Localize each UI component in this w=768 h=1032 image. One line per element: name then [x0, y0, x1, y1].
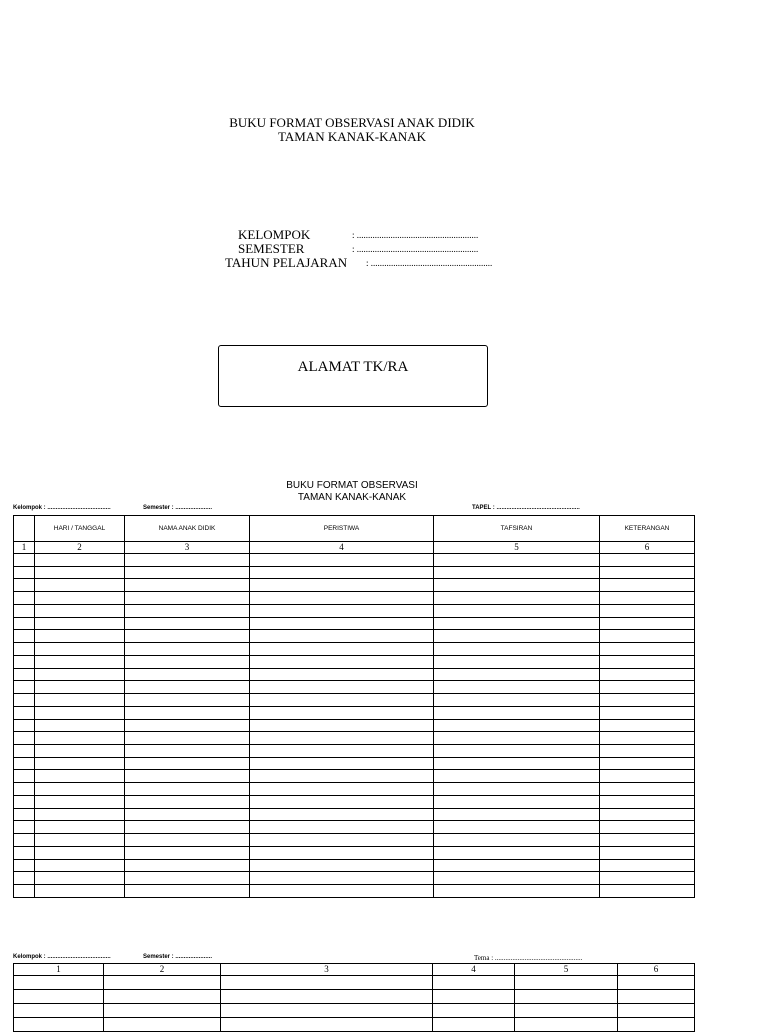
table-cell[interactable]	[14, 846, 35, 859]
table-cell[interactable]	[35, 808, 125, 821]
table-cell[interactable]	[600, 643, 695, 656]
table-cell[interactable]	[125, 566, 250, 579]
table-row	[14, 706, 695, 719]
field-semester-value: : ......................................................	[352, 244, 479, 254]
table-row	[14, 1004, 695, 1018]
table-cell[interactable]	[600, 566, 695, 579]
table-cell[interactable]	[14, 630, 35, 643]
table-cell[interactable]	[14, 770, 35, 783]
table-cell[interactable]	[35, 783, 125, 796]
table-cell[interactable]	[250, 554, 434, 567]
table-cell[interactable]	[250, 859, 434, 872]
cover-title-line2: TAMAN KANAK-KANAK	[277, 129, 427, 144]
table-cell[interactable]	[35, 554, 125, 567]
table-cell[interactable]	[125, 783, 250, 796]
table-cell[interactable]	[433, 1004, 515, 1018]
number-cell: 2	[104, 964, 221, 976]
table-cell[interactable]	[600, 681, 695, 694]
field-tahun-value: : ......................................................	[366, 258, 493, 268]
table-cell[interactable]	[618, 976, 695, 990]
table-cell[interactable]	[434, 732, 600, 745]
table-cell[interactable]	[125, 617, 250, 630]
field-semester-label: SEMESTER	[238, 241, 305, 256]
address-label: ALAMAT TK/RA	[297, 359, 409, 375]
table-cell[interactable]	[250, 834, 434, 847]
number-cell: 6	[600, 542, 695, 554]
header-row	[14, 516, 695, 542]
table-cell[interactable]	[600, 821, 695, 834]
table-cell[interactable]	[600, 719, 695, 732]
table-cell[interactable]	[14, 592, 35, 605]
table-cell[interactable]	[35, 592, 125, 605]
table-cell[interactable]	[250, 757, 434, 770]
table-cell[interactable]	[250, 885, 434, 898]
table-cell[interactable]	[600, 872, 695, 885]
table-cell[interactable]	[125, 604, 250, 617]
table-cell[interactable]	[125, 795, 250, 808]
table-cell[interactable]	[125, 846, 250, 859]
table-cell[interactable]	[125, 592, 250, 605]
table-cell[interactable]	[14, 732, 35, 745]
table-cell[interactable]	[600, 655, 695, 668]
table-cell[interactable]	[35, 885, 125, 898]
field-tahun-label: TAHUN PELAJARAN	[225, 255, 348, 270]
table-cell[interactable]	[14, 554, 35, 567]
table-cell[interactable]	[35, 872, 125, 885]
table-cell[interactable]	[434, 885, 600, 898]
table-cell[interactable]	[250, 592, 434, 605]
table-cell[interactable]	[14, 681, 35, 694]
number-cell: 1	[14, 964, 104, 976]
table-row	[14, 990, 695, 1004]
table-cell[interactable]	[125, 821, 250, 834]
form-semester: Semester : ......................	[143, 505, 213, 511]
table-cell[interactable]	[35, 694, 125, 707]
table-cell[interactable]	[250, 745, 434, 758]
table-row	[14, 783, 695, 796]
table-cell[interactable]	[35, 757, 125, 770]
table-row	[14, 681, 695, 694]
table-cell[interactable]	[35, 655, 125, 668]
table-row	[14, 808, 695, 821]
table-cell[interactable]	[35, 745, 125, 758]
table-row	[14, 694, 695, 707]
table-row	[14, 592, 695, 605]
table-cell[interactable]	[515, 1018, 618, 1032]
table-cell[interactable]	[433, 1018, 515, 1032]
number-cell: 4	[433, 964, 515, 976]
table-row	[14, 885, 695, 898]
table-cell[interactable]	[250, 706, 434, 719]
table-cell[interactable]	[600, 770, 695, 783]
table-cell[interactable]	[600, 604, 695, 617]
table-cell[interactable]	[14, 795, 35, 808]
header-cell-tafsiran: TAFSIRAN	[434, 516, 600, 542]
table-cell[interactable]	[35, 617, 125, 630]
table-cell[interactable]	[434, 719, 600, 732]
table-cell[interactable]	[35, 630, 125, 643]
table-cell[interactable]	[600, 617, 695, 630]
table-cell[interactable]	[125, 579, 250, 592]
table-cell[interactable]	[104, 976, 221, 990]
table-cell[interactable]	[14, 643, 35, 656]
table-cell[interactable]	[434, 757, 600, 770]
table-cell[interactable]	[104, 1018, 221, 1032]
table-row	[14, 668, 695, 681]
number-cell: 5	[434, 542, 600, 554]
table-row	[14, 643, 695, 656]
table-cell[interactable]	[35, 859, 125, 872]
table-cell[interactable]	[104, 1004, 221, 1018]
table-row	[14, 834, 695, 847]
number-cell: 4	[250, 542, 434, 554]
table-row	[14, 655, 695, 668]
table-cell[interactable]	[618, 1004, 695, 1018]
table-cell[interactable]	[125, 885, 250, 898]
table-cell[interactable]	[14, 976, 104, 990]
number-cell: 3	[221, 964, 433, 976]
header-cell-hari-tanggal: HARI / TANGGAL	[35, 516, 125, 542]
table-cell[interactable]	[125, 706, 250, 719]
table-row	[14, 757, 695, 770]
table-cell[interactable]	[434, 630, 600, 643]
table-cell[interactable]	[14, 808, 35, 821]
table-cell[interactable]	[14, 872, 35, 885]
table-cell[interactable]	[250, 630, 434, 643]
table-cell[interactable]	[434, 745, 600, 758]
table-cell[interactable]	[250, 795, 434, 808]
table-cell[interactable]	[433, 990, 515, 1004]
table-cell[interactable]	[434, 846, 600, 859]
form2-tema: Tema : ..................................................	[474, 954, 583, 962]
table-row	[14, 617, 695, 630]
table-row	[14, 604, 695, 617]
table-cell[interactable]	[434, 579, 600, 592]
header-cell-peristiwa: PERISTIWA	[250, 516, 434, 542]
table-row	[14, 846, 695, 859]
table-cell[interactable]	[125, 681, 250, 694]
table-cell[interactable]	[515, 1004, 618, 1018]
table-cell[interactable]	[125, 643, 250, 656]
table-cell[interactable]	[618, 990, 695, 1004]
table-cell[interactable]	[600, 795, 695, 808]
table-cell[interactable]	[434, 795, 600, 808]
table-cell[interactable]	[250, 579, 434, 592]
table-cell[interactable]	[14, 604, 35, 617]
table-cell[interactable]	[125, 770, 250, 783]
table-cell[interactable]	[35, 668, 125, 681]
table-cell[interactable]	[433, 976, 515, 990]
table-cell[interactable]	[434, 604, 600, 617]
table-cell[interactable]	[250, 770, 434, 783]
table-cell[interactable]	[250, 783, 434, 796]
table-cell[interactable]	[434, 872, 600, 885]
table-cell[interactable]	[35, 566, 125, 579]
table-cell[interactable]	[600, 808, 695, 821]
table-cell[interactable]	[600, 732, 695, 745]
table-cell[interactable]	[35, 821, 125, 834]
table-row	[14, 630, 695, 643]
table-cell[interactable]	[250, 668, 434, 681]
table-cell[interactable]	[600, 694, 695, 707]
table-cell[interactable]	[250, 732, 434, 745]
table-cell[interactable]	[104, 990, 221, 1004]
table-cell[interactable]	[434, 668, 600, 681]
field-kelompok-label: KELOMPOK	[238, 227, 311, 242]
table-cell[interactable]	[250, 694, 434, 707]
table-cell[interactable]	[14, 834, 35, 847]
cover-title-line1: BUKU FORMAT OBSERVASI ANAK DIDIK	[229, 115, 475, 130]
field-kelompok-value: : ......................................................	[352, 230, 479, 240]
table-cell[interactable]	[125, 655, 250, 668]
number-cell: 6	[618, 964, 695, 976]
table-cell[interactable]	[600, 846, 695, 859]
table-cell[interactable]	[600, 630, 695, 643]
table-row	[14, 976, 695, 990]
table-cell[interactable]	[600, 783, 695, 796]
table-cell[interactable]	[600, 834, 695, 847]
table-cell[interactable]	[221, 990, 433, 1004]
table-cell[interactable]	[515, 990, 618, 1004]
table-cell[interactable]	[35, 732, 125, 745]
table-cell[interactable]	[221, 1018, 433, 1032]
number-row	[14, 542, 695, 554]
table-cell[interactable]	[600, 668, 695, 681]
table-cell[interactable]	[125, 757, 250, 770]
table-row	[14, 732, 695, 745]
table-cell[interactable]	[600, 859, 695, 872]
table-cell[interactable]	[14, 783, 35, 796]
table-cell[interactable]	[125, 859, 250, 872]
table-cell[interactable]	[35, 643, 125, 656]
table-cell[interactable]	[434, 770, 600, 783]
table-cell[interactable]	[434, 694, 600, 707]
table-cell[interactable]	[434, 554, 600, 567]
number-cell: 2	[35, 542, 125, 554]
table-cell[interactable]	[250, 655, 434, 668]
table-cell[interactable]	[125, 668, 250, 681]
form2-semester: Semester : ......................	[143, 954, 213, 960]
table-cell[interactable]	[35, 579, 125, 592]
table-cell[interactable]	[14, 757, 35, 770]
table-cell[interactable]	[125, 694, 250, 707]
table-cell[interactable]	[250, 643, 434, 656]
observation-table	[13, 515, 695, 898]
table-cell[interactable]	[434, 566, 600, 579]
table-cell[interactable]	[14, 1004, 104, 1018]
table-cell[interactable]	[35, 719, 125, 732]
table-cell[interactable]	[434, 783, 600, 796]
table-cell[interactable]	[14, 706, 35, 719]
table-cell[interactable]	[250, 566, 434, 579]
table-cell[interactable]	[600, 885, 695, 898]
table-cell[interactable]	[250, 617, 434, 630]
table-cell[interactable]	[434, 655, 600, 668]
table-row	[14, 770, 695, 783]
table-cell[interactable]	[125, 808, 250, 821]
table-cell[interactable]	[250, 681, 434, 694]
table-cell[interactable]	[600, 554, 695, 567]
table-cell[interactable]	[14, 745, 35, 758]
form2-kelompok: Kelompok : ......................................	[13, 954, 111, 960]
table-cell[interactable]	[125, 719, 250, 732]
table-row	[14, 795, 695, 808]
table-row	[14, 745, 695, 758]
number-cell: 1	[14, 542, 35, 554]
table-cell[interactable]	[250, 808, 434, 821]
table-cell[interactable]	[35, 681, 125, 694]
form-title-line1: BUKU FORMAT OBSERVASI	[286, 480, 418, 491]
table-cell[interactable]	[250, 846, 434, 859]
table-row	[14, 579, 695, 592]
table-cell[interactable]	[35, 846, 125, 859]
table-cell[interactable]	[434, 859, 600, 872]
table-cell[interactable]	[434, 834, 600, 847]
table-cell[interactable]	[250, 604, 434, 617]
table-cell[interactable]	[434, 617, 600, 630]
table-cell[interactable]	[125, 630, 250, 643]
table-cell[interactable]	[434, 681, 600, 694]
table-cell[interactable]	[515, 976, 618, 990]
table-cell[interactable]	[600, 745, 695, 758]
table-cell[interactable]	[434, 808, 600, 821]
number-row	[14, 964, 695, 976]
table-cell[interactable]	[35, 706, 125, 719]
header-cell-nama-anak: NAMA ANAK DIDIK	[125, 516, 250, 542]
table-cell[interactable]	[434, 643, 600, 656]
table-cell[interactable]	[14, 1018, 104, 1032]
table-row	[14, 719, 695, 732]
form-kelompok: Kelompok : ......................................	[13, 505, 111, 511]
table-row	[14, 554, 695, 567]
table-cell[interactable]	[35, 834, 125, 847]
table-cell[interactable]	[35, 795, 125, 808]
table-cell[interactable]	[35, 770, 125, 783]
table-cell[interactable]	[221, 1004, 433, 1018]
table-cell[interactable]	[14, 566, 35, 579]
observation-table-2	[13, 963, 695, 1032]
table-cell[interactable]	[14, 990, 104, 1004]
table-cell[interactable]	[221, 976, 433, 990]
table-cell[interactable]	[434, 592, 600, 605]
table-cell[interactable]	[250, 719, 434, 732]
table-cell[interactable]	[600, 757, 695, 770]
table-row	[14, 566, 695, 579]
table-cell[interactable]	[14, 885, 35, 898]
table-cell[interactable]	[14, 821, 35, 834]
table-cell[interactable]	[125, 554, 250, 567]
number-cell: 5	[515, 964, 618, 976]
address-box	[218, 345, 488, 407]
table-row	[14, 821, 695, 834]
table-cell[interactable]	[14, 859, 35, 872]
table-cell[interactable]	[600, 706, 695, 719]
table-cell[interactable]	[14, 694, 35, 707]
form-title-line2: TAMAN KANAK-KANAK	[297, 492, 407, 503]
table-cell[interactable]	[600, 592, 695, 605]
table-cell[interactable]	[125, 745, 250, 758]
table-cell[interactable]	[14, 579, 35, 592]
header-cell-no	[14, 516, 35, 542]
table-row	[14, 872, 695, 885]
table-cell[interactable]	[618, 1018, 695, 1032]
table-cell[interactable]	[14, 617, 35, 630]
number-cell: 3	[125, 542, 250, 554]
table-cell[interactable]	[125, 834, 250, 847]
table-row	[14, 1018, 695, 1032]
table-cell[interactable]	[35, 604, 125, 617]
table-cell[interactable]	[600, 579, 695, 592]
form-tapel: TAPEL : ..................................................	[472, 505, 580, 511]
table-cell[interactable]	[14, 719, 35, 732]
table-cell[interactable]	[125, 872, 250, 885]
table-cell[interactable]	[434, 706, 600, 719]
table-cell[interactable]	[14, 655, 35, 668]
header-cell-keterangan: KETERANGAN	[600, 516, 695, 542]
table-cell[interactable]	[250, 821, 434, 834]
table-cell[interactable]	[250, 872, 434, 885]
table-row	[14, 859, 695, 872]
table-cell[interactable]	[14, 668, 35, 681]
table-cell[interactable]	[125, 732, 250, 745]
table-cell[interactable]	[434, 821, 600, 834]
